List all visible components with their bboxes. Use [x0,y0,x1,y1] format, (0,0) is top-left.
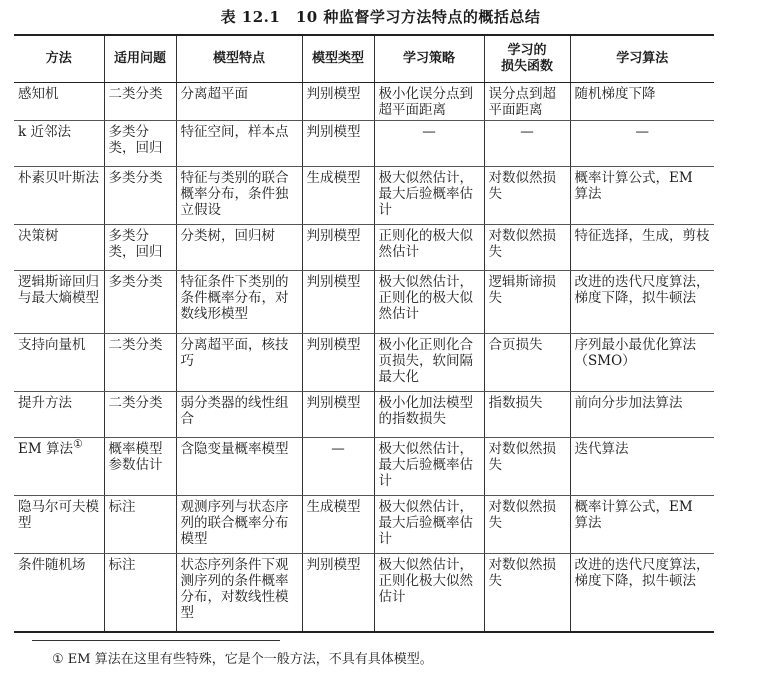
cell-method [14,392,104,438]
cell-text: 极大似然估计，最大后验概率估计 [378,170,473,218]
cell-algorithm [570,496,714,554]
cell-text: 条件随机场 [18,557,86,573]
cell-loss [484,83,570,121]
cell-algorithm [570,392,714,438]
table-row [14,496,714,554]
cell-algorithm [570,121,714,167]
cell-text: 多类分类，回归 [108,228,163,260]
cell-strategy [374,271,484,334]
cell-text: 二类分类 [108,337,163,353]
cell-model-type [302,438,374,496]
cell-text: 隐马尔可夫模型 [18,499,99,531]
cell-text: 对数似然损失 [488,499,556,531]
cell-problem [104,121,176,167]
cell-method [14,83,104,121]
cell-model-features [176,496,302,554]
cell-problem [104,438,176,496]
cell-model-type [302,271,374,334]
cell-text: 概率计算公式，EM 算法 [574,499,693,531]
cell-text: 二类分类 [108,395,163,411]
cell-text: 判别模型 [306,86,361,102]
cell-algorithm [570,554,714,632]
cell-strategy [374,167,484,225]
cell-model-type [302,167,374,225]
cell-text: 逻辑斯谛回归与最大熵模型 [18,274,99,306]
cell-text: — [331,441,345,457]
header-strategy: 学习策略 [374,35,484,83]
header-model-type: 模型类型 [302,35,374,83]
cell-loss [484,167,570,225]
cell-text: 多类分类，回归 [108,124,163,156]
cell-problem [104,392,176,438]
cell-method [14,334,104,392]
footnote-divider [32,640,280,641]
cell-text: 前向分步加法算法 [574,395,683,411]
cell-text: 判别模型 [306,228,361,244]
cell-text: 含隐变量概率模型 [180,441,289,457]
cell-text: 极大似然估计，最大后验概率估计 [378,499,473,547]
cell-text: 决策树 [18,228,59,244]
cell-text: 特征选择，生成，剪枝 [574,228,710,244]
cell-problem [104,83,176,121]
cell-text: 误分点到超平面距离 [488,86,556,118]
cell-strategy [374,554,484,632]
cell-model-features [176,225,302,271]
cell-model-features [176,271,302,334]
cell-text: 随机梯度下降 [574,86,656,102]
cell-text: 朴素贝叶斯法 [18,170,99,186]
cell-text: 合页损失 [488,337,543,353]
cell-strategy [374,225,484,271]
cell-text: 判别模型 [306,557,361,573]
header-method: 方法 [14,35,104,83]
footnote-marker: ① [72,437,83,451]
cell-text: 支持向量机 [18,337,86,353]
summary-table-container [14,34,714,633]
cell-text: 判别模型 [306,337,361,353]
table-caption: 表 12.1 10 种监督学习方法特点的概括总结 [220,8,541,26]
table-row [14,392,714,438]
cell-strategy [374,496,484,554]
cell-text: 改进的迭代尺度算法，梯度下降，拟牛顿法 [574,274,710,306]
header-model-features: 模型特点 [176,35,302,83]
cell-method [14,225,104,271]
cell-loss [484,334,570,392]
cell-text: 判别模型 [306,274,361,290]
cell-text: 多类分类 [108,274,163,290]
cell-text: 判别模型 [306,395,361,411]
cell-loss [484,225,570,271]
cell-problem [104,554,176,632]
cell-text: 对数似然损失 [488,228,556,260]
cell-text: 分离超平面，核技巧 [180,337,289,369]
cell-text: 特征条件下类别的条件概率分布，对数线形模型 [180,274,289,322]
cell-problem [104,167,176,225]
cell-text: — [520,124,534,140]
cell-text: 对数似然损失 [488,557,556,589]
table-row [14,554,714,632]
cell-model-features [176,167,302,225]
cell-text: k 近邻法 [18,124,71,140]
cell-algorithm [570,438,714,496]
cell-model-features [176,334,302,392]
cell-text: 概率模型参数估计 [108,441,163,473]
cell-text: 生成模型 [306,170,361,186]
table-row [14,438,714,496]
cell-method [14,496,104,554]
cell-method [14,121,104,167]
cell-algorithm [570,334,714,392]
cell-method [14,438,104,496]
cell-problem [104,496,176,554]
cell-problem [104,271,176,334]
cell-model-features [176,392,302,438]
cell-text: 极小化误分点到超平面距离 [378,86,473,118]
cell-loss [484,496,570,554]
table-body [14,83,714,632]
cell-model-type [302,554,374,632]
header-algorithm: 学习算法 [570,35,714,83]
table-row [14,121,714,167]
cell-text: 迭代算法 [574,441,629,457]
cell-text: 分离超平面 [180,86,248,102]
cell-text: 极小化加法模型的指数损失 [378,395,473,427]
cell-text: 极大似然估计，最大后验概率估计 [378,441,473,489]
cell-text: — [635,124,649,140]
cell-model-type [302,334,374,392]
cell-text: 状态序列条件下观测序列的条件概率分布，对数线性模型 [180,557,289,621]
cell-text: 观测序列与状态序列的联合概率分布模型 [180,499,289,547]
cell-problem [104,334,176,392]
cell-strategy [374,121,484,167]
table-row [14,225,714,271]
cell-model-type [302,83,374,121]
cell-text: 多类分类 [108,170,163,186]
cell-strategy [374,334,484,392]
cell-algorithm [570,167,714,225]
cell-algorithm [570,225,714,271]
cell-text: — [422,124,436,140]
cell-method [14,167,104,225]
header-loss: 学习的 损失函数 [484,35,570,83]
table-row [14,83,714,121]
cell-text: 改进的迭代尺度算法，梯度下降，拟牛顿法 [574,557,710,589]
cell-method [14,271,104,334]
cell-text: 极大似然估计，正则化极大似然估计 [378,557,473,605]
cell-text: 生成模型 [306,499,361,515]
cell-text: 弱分类器的线性组合 [180,395,289,427]
cell-text: 极小化正则化合页损失，软间隔最大化 [378,337,473,385]
cell-strategy [374,438,484,496]
cell-algorithm [570,83,714,121]
summary-table [14,34,714,633]
table-row [14,271,714,334]
cell-text: 极大似然估计，正则化的极大似然估计 [378,274,473,322]
cell-strategy [374,83,484,121]
cell-text: 判别模型 [306,124,361,140]
cell-model-type [302,225,374,271]
cell-text: 特征空间，样本点 [180,124,289,140]
cell-text: 正则化的极大似然估计 [378,228,473,260]
cell-model-type [302,121,374,167]
cell-model-features [176,554,302,632]
cell-loss [484,121,570,167]
cell-text: 二类分类 [108,86,163,102]
footnote: ① EM 算法在这里有些特殊，它是个一般方法，不具有具体模型。 [52,652,433,667]
cell-model-features [176,83,302,121]
cell-text: 分类树，回归树 [180,228,275,244]
cell-text: 对数似然损失 [488,441,556,473]
cell-text: 概率计算公式，EM 算法 [574,170,693,202]
cell-text: 特征与类别的联合概率分布，条件独立假设 [180,170,289,218]
cell-model-features [176,121,302,167]
cell-text: 标注 [108,557,136,573]
cell-text: 序列最小最优化算法（SMO） [574,337,696,369]
cell-loss [484,554,570,632]
cell-text: EM 算法 [18,441,73,457]
cell-model-features [176,438,302,496]
cell-problem [104,225,176,271]
cell-text: 指数损失 [488,395,543,411]
cell-strategy [374,392,484,438]
cell-loss [484,392,570,438]
cell-loss [484,271,570,334]
cell-text: 标注 [108,499,136,515]
cell-model-type [302,496,374,554]
cell-text: 逻辑斯谛损失 [488,274,556,306]
cell-method [14,554,104,632]
header-problem: 适用问题 [104,35,176,83]
cell-text: 提升方法 [18,395,72,411]
cell-text: 对数似然损失 [488,170,556,202]
cell-text: 感知机 [18,86,59,102]
cell-loss [484,438,570,496]
table-row [14,167,714,225]
header-row [14,35,714,83]
cell-model-type [302,392,374,438]
cell-algorithm [570,271,714,334]
table-row [14,334,714,392]
